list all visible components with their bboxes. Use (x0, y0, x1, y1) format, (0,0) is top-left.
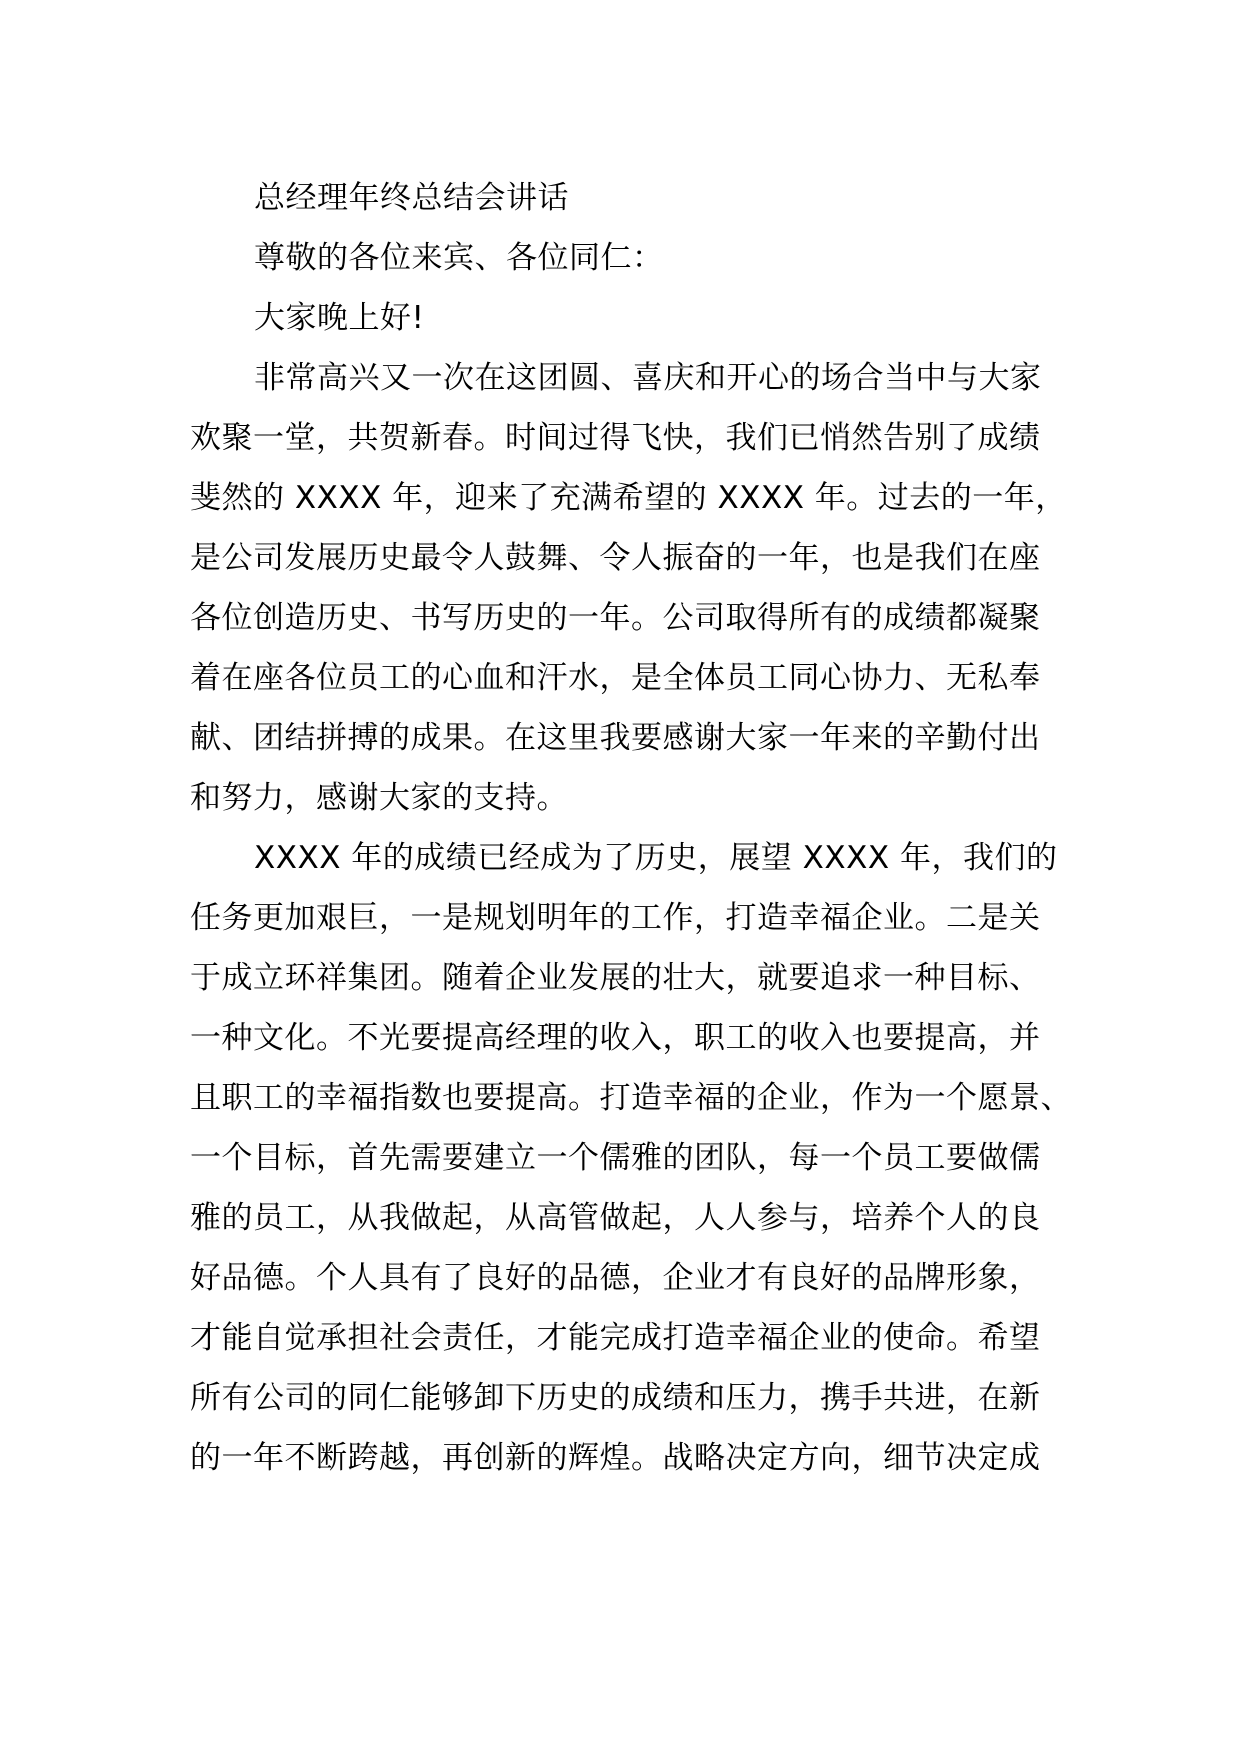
paragraph-2-line-4: 一种文化。不光要提高经理的收入，职工的收入也要提高，并 (190, 1020, 1041, 1056)
greeting: 大家晚上好! (254, 300, 425, 336)
paragraph-1-line-5: 各位创造历史、书写历史的一年。公司取得所有的成绩都凝聚 (190, 600, 1041, 636)
paragraph-1-line-7: 献、团结拼搏的成果。在这里我要感谢大家一年来的辛勤付出 (190, 720, 1041, 756)
paragraph-2-line-5: 且职工的幸福指数也要提高。打造幸福的企业，作为一个愿景、 (190, 1080, 1072, 1116)
paragraph-1-line-8: 和努力，感谢大家的支持。 (190, 780, 568, 816)
paragraph-1-line-3: 斐然的 XXXX 年，迎来了充满希望的 XXXX 年。过去的一年， (190, 480, 1067, 516)
paragraph-2-line-2: 任务更加艰巨，一是规划明年的工作，打造幸福企业。二是关 (190, 900, 1041, 936)
salutation: 尊敬的各位来宾、各位同仁： (254, 240, 664, 276)
paragraph-1-line-6: 着在座各位员工的心血和汗水，是全体员工同心协力、无私奉 (190, 660, 1041, 696)
paragraph-2-line-10: 所有公司的同仁能够卸下历史的成绩和压力，携手共进，在新 (190, 1380, 1041, 1416)
paragraph-2-line-6: 一个目标，首先需要建立一个儒雅的团队，每一个员工要做儒 (190, 1140, 1041, 1176)
paragraph-1-line-1: 非常高兴又一次在这团圆、喜庆和开心的场合当中与大家 (254, 360, 1042, 396)
paragraph-2-line-3: 于成立环祥集团。随着企业发展的壮大，就要追求一种目标、 (190, 960, 1041, 996)
paragraph-1-line-4: 是公司发展历史最令人鼓舞、令人振奋的一年，也是我们在座 (190, 540, 1041, 576)
document-title: 总经理年终总结会讲话 (254, 180, 569, 216)
paragraph-1-line-2: 欢聚一堂，共贺新春。时间过得飞快，我们已悄然告别了成绩 (190, 420, 1041, 456)
paragraph-2-line-11: 的一年不断跨越，再创新的辉煌。战略决定方向，细节决定成 (190, 1440, 1041, 1476)
paragraph-2-line-9: 才能自觉承担社会责任，才能完成打造幸福企业的使命。希望 (190, 1320, 1041, 1356)
paragraph-2-line-8: 好品德。个人具有了良好的品德，企业才有良好的品牌形象， (190, 1260, 1041, 1296)
paragraph-2-line-1: XXXX 年的成绩已经成为了历史，展望 XXXX 年，我们的 (254, 840, 1058, 876)
paragraph-2-line-7: 雅的员工，从我做起，从高管做起，人人参与，培养个人的良 (190, 1200, 1041, 1236)
